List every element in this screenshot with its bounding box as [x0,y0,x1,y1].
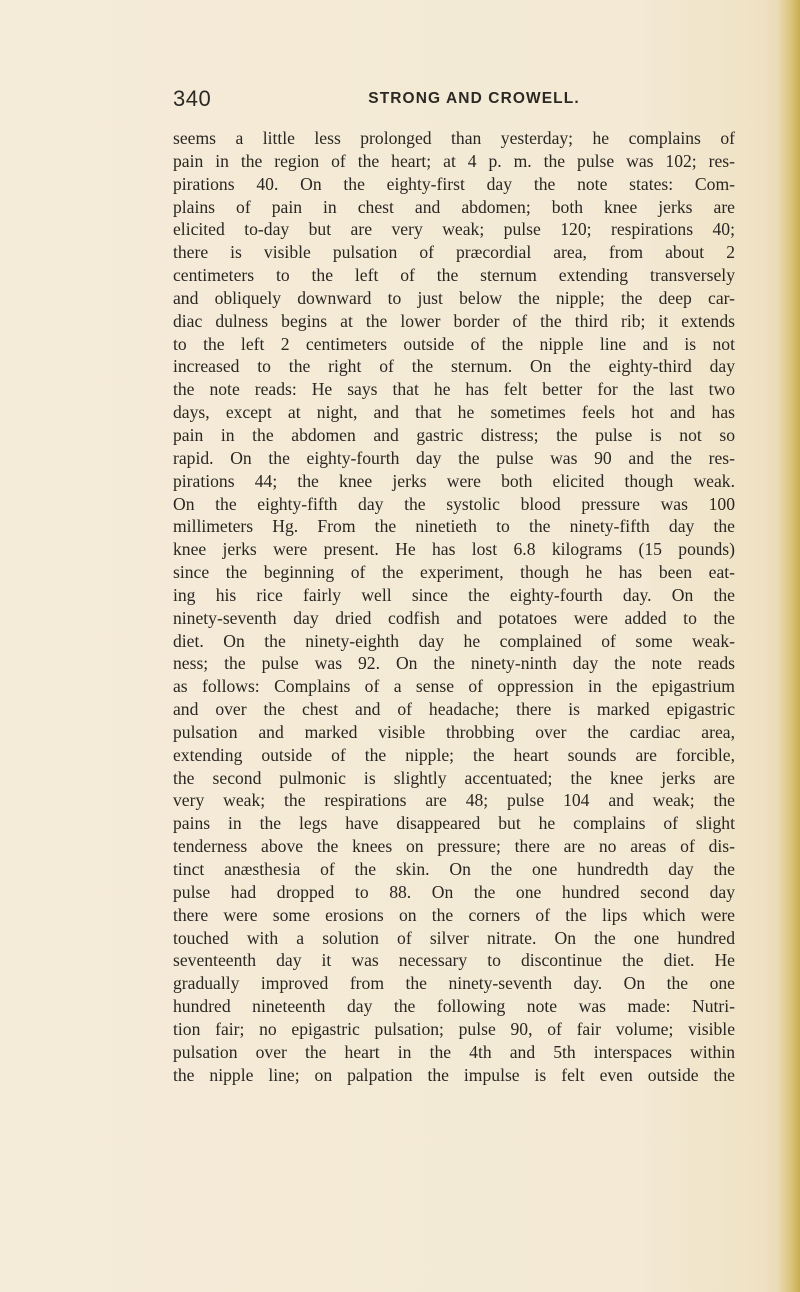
text-line: as follows: Complains of a sense of oppression in the epigastrium [173,676,735,697]
text-line: pirations 40. On the eighty-first day the note states: Com- [173,173,735,194]
text-line: diet. On the ninety-eighth day he complained of some weak- [173,630,735,651]
text-line: ing his rice fairly well since the eighty-fourth day. On the [173,584,735,605]
text-line: since the beginning of the experiment, though he has been eat- [173,562,735,583]
text-line: increased to the right of the sternum. On the eighty-third day [173,356,735,377]
text-line: seems a little less prolonged than yesterday; he complains of [173,128,735,148]
running-head: STRONG AND CROWELL. [368,90,580,107]
page-number: 340 [173,86,212,111]
text-line: days, except at night, and that he sometimes feels hot and has [173,402,735,423]
text-line: elicited to-day but are very weak; pulse 120; respirations 40; [173,219,735,240]
body-text [173,127,735,1086]
text-line: centimeters to the left of the sternum extending transversely [173,265,735,286]
page-edge-shading [778,0,800,1292]
text-line: tion fair; no epigastric pulsation; pulse 90, of fair volume; visible [173,1018,735,1039]
text-line: pulsation and marked visible throbbing over the cardiac area, [173,721,735,742]
text-line: pirations 44; the knee jerks were both elicited though weak. [173,470,735,491]
text-line: the note reads: He says that he has felt better for the last two [173,379,735,400]
text-line: tenderness above the knees on pressure; there are no areas of dis- [173,836,735,857]
text-line: to the left 2 centimeters outside of the nipple line and is not [173,333,735,354]
text-line: seventeenth day it was necessary to discontinue the diet. He [173,950,735,971]
text-line: pains in the legs have disappeared but he complains of slight [173,813,735,834]
text-line: rapid. On the eighty-fourth day the pulse was 90 and the res- [173,447,735,468]
text-line: extending outside of the nipple; the heart sounds are forcible, [173,744,735,765]
text-line: millimeters Hg. From the ninetieth to the ninety-fifth day the [173,516,735,537]
text-line: tinct anæsthesia of the skin. On the one hundredth day the [173,859,735,879]
text-line: pain in the region of the heart; at 4 p. m. the pulse was 102; res- [173,150,735,171]
text-line: pulse had dropped to 88. On the one hundred second day [173,881,735,902]
text-line: knee jerks were present. He has lost 6.8 kilograms (15 pounds) [173,539,735,560]
text-line: touched with a solution of silver nitrate. On the one hundred [173,927,735,948]
page-header [173,86,735,114]
text-line: there is visible pulsation of præcordial area, from about 2 [173,242,735,263]
text-line: there were some erosions on the corners of the lips which were [173,904,735,925]
text-line: the second pulmonic is slightly accentuated; the knee jerks are [173,767,735,788]
text-line: ness; the pulse was 92. On the ninety-ninth day the note reads [173,653,735,674]
text-line: pain in the abdomen and gastric distress; the pulse is not so [173,424,735,445]
text-line: diac dulness begins at the lower border of the third rib; it extends [173,310,735,331]
text-line: pulsation over the heart in the 4th and 5th interspaces within [173,1041,735,1062]
text-line: hundred nineteenth day the following note was made: Nutri- [173,996,735,1017]
text-line: and obliquely downward to just below the nipple; the deep car- [173,287,735,308]
text-line: and over the chest and of headache; there is marked epigastric [173,699,735,720]
text-line: gradually improved from the ninety-seventh day. On the one [173,973,735,994]
text-line: the nipple line; on palpation the impulse is felt even outside the [173,1064,735,1085]
text-line: very weak; the respirations are 48; pulse 104 and weak; the [173,790,735,811]
text-line: ninety-seventh day dried codfish and potatoes were added to the [173,607,735,628]
text-line: On the eighty-fifth day the systolic blood pressure was 100 [173,493,735,514]
text-line: plains of pain in chest and abdomen; both knee jerks are [173,196,735,217]
